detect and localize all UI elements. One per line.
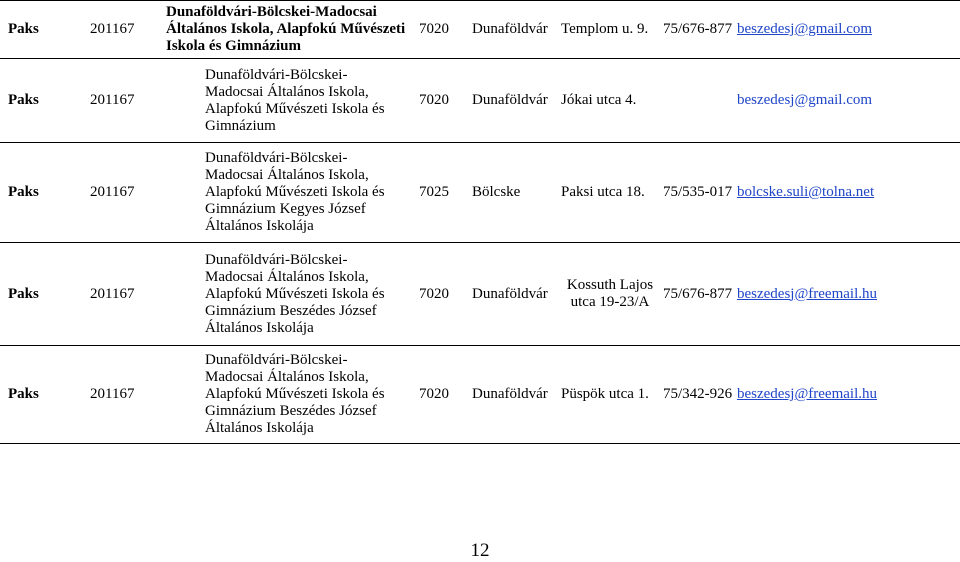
email-cell <box>733 1 960 59</box>
city-cell: Dunaföldvár <box>464 59 557 143</box>
school-name-line: Alapfokú Művészeti Iskola és <box>205 184 385 200</box>
school-name-line: Általános Iskola, Alapfokú Művészeti <box>166 21 406 37</box>
om-id-cell: 201167 <box>80 59 162 143</box>
county-cell: Paks <box>0 243 80 346</box>
street-line: Püspök utca 1. <box>561 386 649 402</box>
city-cell: Dunaföldvár <box>464 1 557 59</box>
school-name-cell <box>162 243 409 346</box>
school-name-line: Madocsai Általános Iskola, <box>205 369 369 385</box>
school-name-line: Madocsai Általános Iskola, <box>205 167 369 183</box>
street-line: Paksi utca 18. <box>561 184 645 200</box>
zip-cell: 7020 <box>409 346 464 444</box>
school-name-line: Gimnázium <box>205 117 276 134</box>
street-line: utca 19-23/A <box>570 294 650 310</box>
county-cell: Paks <box>0 143 80 243</box>
school-name-line: Gimnázium Beszédes József <box>205 403 377 419</box>
county-cell: Paks <box>0 346 80 444</box>
street-cell <box>557 243 663 346</box>
school-name-cell <box>162 59 409 143</box>
street-cell <box>557 59 663 143</box>
table-row <box>0 143 960 243</box>
school-name-line: Dunaföldvári-Bölcskei- <box>205 66 348 83</box>
school-name-line: Gimnázium Kegyes József <box>205 201 366 217</box>
email-cell <box>733 346 960 444</box>
phone-cell: 75/535-017 <box>663 143 733 243</box>
school-name-cell <box>162 143 409 243</box>
email-cell <box>733 59 960 143</box>
email-link[interactable]: bolcske.suli@tolna.net <box>737 184 875 200</box>
city-cell: Bölcske <box>464 143 557 243</box>
school-name-line: Dunaföldvári-Bölcskei-Madocsai <box>166 4 377 20</box>
phone-cell: 75/342-926 <box>663 346 733 444</box>
school-name-line: Iskola és Gimnázium <box>166 38 302 54</box>
school-name-line: Alapfokú Művészeti Iskola és <box>205 285 385 302</box>
school-name-cell <box>162 1 409 59</box>
zip-cell: 7025 <box>409 143 464 243</box>
school-name-line: Madocsai Általános Iskola, <box>205 83 369 100</box>
om-id-cell: 201167 <box>80 243 162 346</box>
street-line: Jókai utca 4. <box>561 92 637 108</box>
phone-cell <box>663 59 733 143</box>
school-name-line: Dunaföldvári-Bölcskei- <box>205 251 348 268</box>
email-link[interactable]: beszedesj@gmail.com <box>737 92 873 108</box>
street-line: Templom u. 9. <box>561 21 649 37</box>
school-name-line: Madocsai Általános Iskola, <box>205 268 369 285</box>
email-link[interactable]: beszedesj@freemail.hu <box>737 285 878 302</box>
email-cell <box>733 143 960 243</box>
table-row <box>0 1 960 59</box>
table-row <box>0 346 960 444</box>
school-name-cell <box>162 346 409 444</box>
om-id-cell: 201167 <box>80 346 162 444</box>
school-name-line: Dunaföldvári-Bölcskei- <box>205 352 348 368</box>
school-name-line: Gimnázium Beszédes József <box>205 302 377 319</box>
street-cell <box>557 346 663 444</box>
street-cell <box>557 1 663 59</box>
table-row <box>0 59 960 143</box>
city-cell: Dunaföldvár <box>464 346 557 444</box>
table-row <box>0 243 960 346</box>
om-id-cell: 201167 <box>80 143 162 243</box>
school-name-line: Alapfokú Művészeti Iskola és <box>205 386 385 402</box>
school-name-line: Alapfokú Művészeti Iskola és <box>205 100 385 117</box>
school-name-line: Általános Iskolája <box>205 319 314 336</box>
street-line: Kossuth Lajos <box>566 277 654 293</box>
om-id-cell: 201167 <box>80 1 162 59</box>
email-link[interactable]: beszedesj@freemail.hu <box>737 386 878 402</box>
city-cell: Dunaföldvár <box>464 243 557 346</box>
zip-cell: 7020 <box>409 243 464 346</box>
school-name-line: Általános Iskolája <box>205 218 314 234</box>
zip-cell: 7020 <box>409 1 464 59</box>
street-cell <box>557 143 663 243</box>
zip-cell: 7020 <box>409 59 464 143</box>
email-cell <box>733 243 960 346</box>
page-number: 12 <box>470 540 490 561</box>
email-link[interactable]: beszedesj@gmail.com <box>737 21 873 37</box>
phone-cell: 75/676-877 <box>663 243 733 346</box>
school-name-line: Általános Iskolája <box>205 420 314 436</box>
county-cell: Paks <box>0 59 80 143</box>
phone-cell: 75/676-877 <box>663 1 733 59</box>
county-cell: Paks <box>0 1 80 59</box>
school-name-line: Dunaföldvári-Bölcskei- <box>205 150 348 166</box>
